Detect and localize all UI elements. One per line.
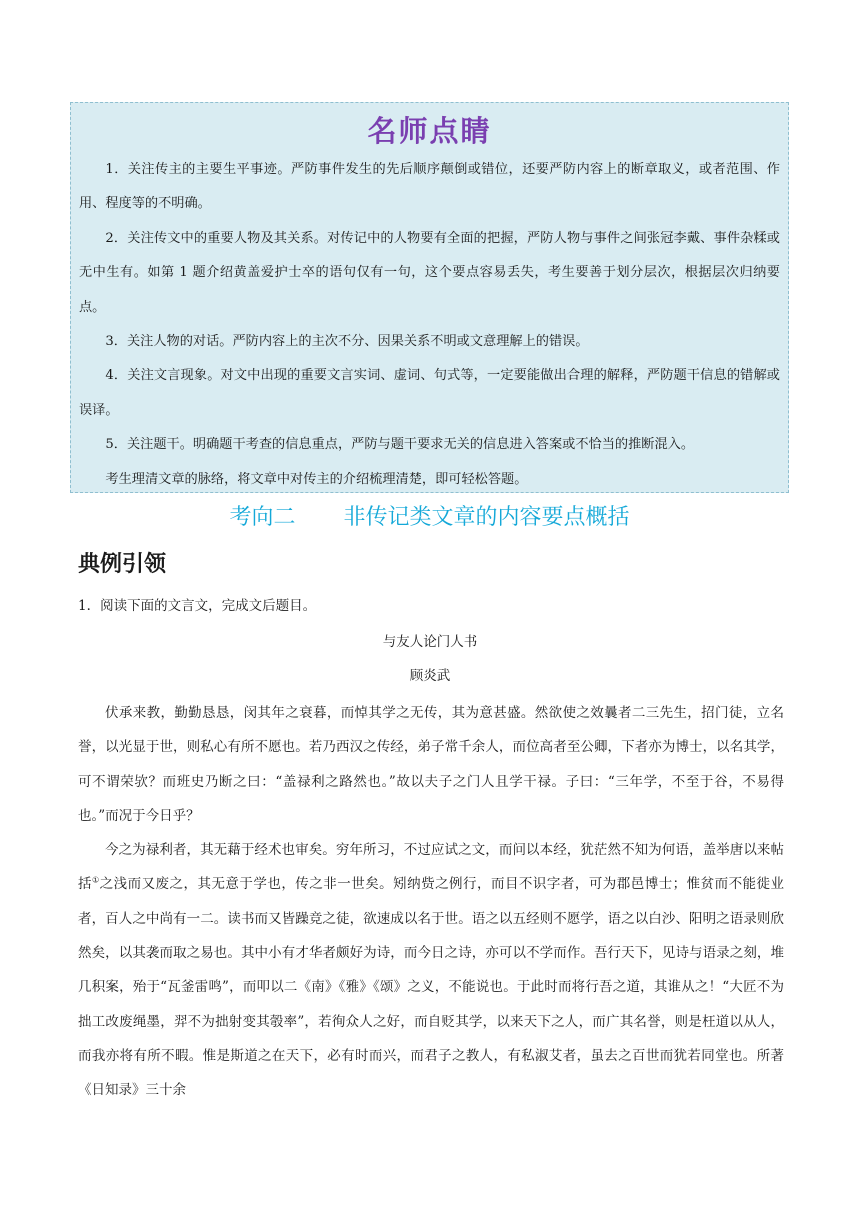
- tip-paragraph: 4．关注文言现象。对文中出现的重要文言实词、虚词、句式等，一定要能做出合理的解释，严防题干信息的错解或误译。: [79, 368, 780, 418]
- article-paragraph: [78, 833, 784, 1107]
- footnote-marker: ①: [91, 875, 100, 885]
- tip-box-body: [79, 153, 780, 497]
- article-author: 顾炎武: [409, 668, 451, 684]
- article-paragraph: 伏承来教，勤勤恳恳，闵其年之衰暮，而悼其学之无传，其为意甚盛。然欲使之效曩者二三先生，招门徒，立名誉，以光显于世，则私心有所不愿也。若乃西汉之传经，弟子常千余人，而位高者至公卿，下者亦为博士，以名其学，可不谓荣欤？而班史乃断之曰：“盖禄利之路然也。”故以夫子之门人且学干禄。子曰：“三年学，不至于谷，不易得也。”而况于今日乎？: [78, 705, 784, 824]
- article-title: 与友人论门人书: [382, 634, 478, 650]
- article-text: 今之为禄利者，其无藉于经术也审矣。穷年所习，不过应试之文，而问以本经，犹茫然不知为何语，盖举唐以来帖括: [78, 842, 784, 893]
- tip-paragraph: 3．关注人物的对话。严防内容上的主次不分、因果关系不明或文意理解上的错误。: [105, 334, 589, 350]
- tip-paragraph: 考生理清文章的脉络，将文章中对传主的介绍梳理清楚，即可轻松答题。: [105, 471, 528, 487]
- section-label: 考向二: [229, 505, 296, 530]
- section-title: [70, 500, 789, 531]
- tip-paragraph: 1．关注传主的主要生平事迹。严防事件发生的先后顺序颠倒或错位，还要严防内容上的断章取义，或者范围、作用、程度等的不明确。: [79, 162, 780, 212]
- example-heading: 典例引领: [78, 552, 167, 577]
- article-text: 之浅而又废之，其无意于学也，传之非一世矣。矧纳赀之例行，而目不识字者，可为郡邑博士；惟贫而不能徙业者，百人之中尚有一二。读书而又皆躁竞之徒，欲速成以名于世。语之以五经则不愿学，语之以白沙、阳明之语录则欣然矣，以其袭而取之易也。其中小有才华者颇好为诗，而今日之诗，亦可以不学而作。吾行天下，见诗与语录之刻，堆几积案，殆于“瓦釜雷鸣”，而叩以二《南》《雅》《颂》之义，不能说也。于此时而将行吾之道，其谁从之！“大匠不为拙工改废绳墨，羿不为拙射变其彀率”，若徇众人之好，而自贬其学，以来天下之人，而广其名誉，则是枉道以从人，而我亦将有所不暇。惟是斯道之在天下，必有时而兴，而君子之教人，有私淑艾者，虽去之百世而犹若同堂也。所著《日知录》三十余: [78, 876, 785, 1099]
- section-heading: 非传记类文章的内容要点概括: [343, 505, 630, 530]
- tip-paragraph: 5．关注题干。明确题干考查的信息重点，严防与题干要求无关的信息进入答案或不恰当的推断混入。: [105, 437, 695, 453]
- tip-box: [70, 102, 789, 493]
- tip-paragraph: 2．关注传文中的重要人物及其关系。对传记中的人物要有全面的把握，严防人物与事件之间张冠李戴、事件杂糅或无中生有。如第 1 题介绍黄盖爱护士卒的语句仅有一句，这个要点容易丢失，考生要善于划分层次，根据层次归纳要点。: [79, 230, 780, 315]
- article-body: [78, 696, 784, 1108]
- question-prompt: 1．阅读下面的文言文，完成文后题目。: [78, 598, 317, 614]
- tip-box-title: 名师点睛: [367, 114, 492, 148]
